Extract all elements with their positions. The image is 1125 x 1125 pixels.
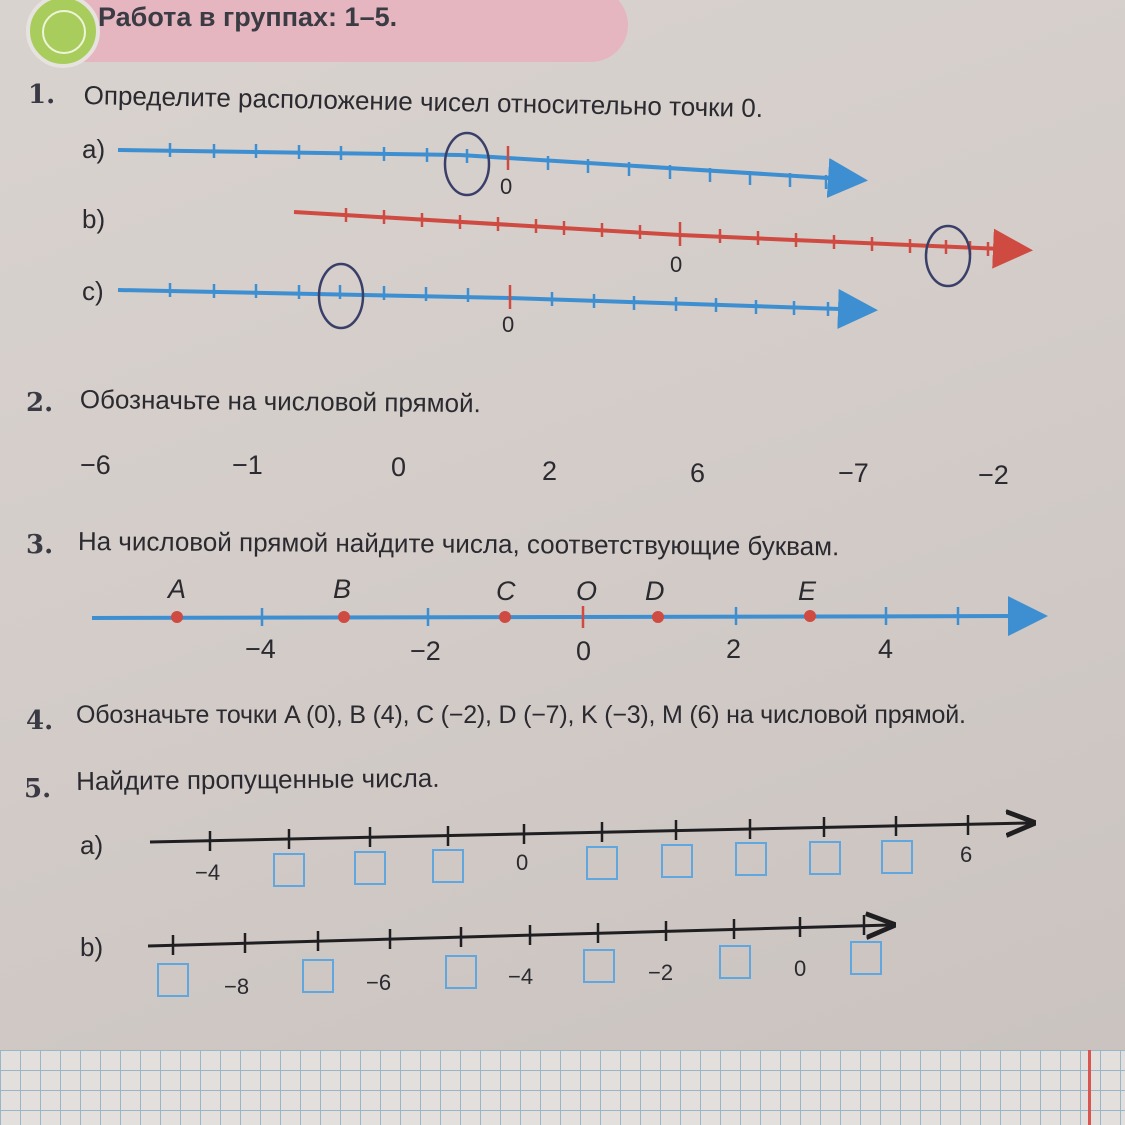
task-3-tick-label: −4 bbox=[245, 634, 276, 664]
answer-box bbox=[274, 854, 304, 886]
task-2-value: −6 bbox=[80, 450, 111, 480]
answer-box bbox=[736, 843, 766, 875]
number-line-5a bbox=[150, 815, 1030, 886]
task-5b-tick-label: 0 bbox=[794, 956, 807, 981]
task-5b-tick-label: −2 bbox=[648, 960, 674, 985]
task-3-tick-label: 4 bbox=[878, 634, 894, 664]
task-1a-zero-label: 0 bbox=[500, 174, 513, 199]
point-d-marker bbox=[652, 611, 664, 623]
answer-box bbox=[810, 842, 840, 874]
task-2-text: Обозначьте на числовой прямой. bbox=[79, 384, 481, 419]
number-line-1b bbox=[294, 208, 1025, 286]
task-2-value: −2 bbox=[978, 460, 1009, 490]
answer-box bbox=[882, 841, 912, 873]
task-5b-tick-label: −8 bbox=[224, 974, 250, 999]
task-1c-zero-label: 0 bbox=[502, 312, 515, 337]
number-line-5b bbox=[148, 915, 890, 996]
point-label-a: A bbox=[168, 574, 187, 604]
task-2-value: 2 bbox=[542, 456, 558, 486]
task-2-number: 2. bbox=[26, 388, 54, 418]
answer-box bbox=[303, 960, 333, 992]
task-1b-zero-label: 0 bbox=[670, 252, 683, 277]
task-5a-label: a) bbox=[80, 830, 104, 860]
task-1b-label: b) bbox=[82, 204, 106, 234]
task-3-text: На числовой прямой найдите числа, соответствующие буквам. bbox=[77, 526, 840, 562]
task-2-value: 0 bbox=[391, 452, 407, 482]
point-label-e: E bbox=[798, 576, 817, 606]
answer-box bbox=[587, 847, 617, 879]
point-label-c: C bbox=[496, 576, 516, 606]
point-label-o: O bbox=[576, 576, 598, 606]
task-5b-label: b) bbox=[80, 932, 104, 962]
point-label-b: B bbox=[333, 574, 352, 604]
task-5-number: 5. bbox=[24, 774, 52, 804]
task-1-number: 1. bbox=[28, 80, 56, 110]
answer-box bbox=[720, 946, 750, 978]
point-label-d: D bbox=[645, 576, 665, 606]
task-2-value: 6 bbox=[690, 458, 706, 488]
task-3-tick-label: −2 bbox=[410, 636, 441, 666]
task-4-number: 4. bbox=[26, 706, 54, 736]
task-3-number: 3. bbox=[26, 530, 54, 560]
point-b-marker bbox=[338, 611, 350, 623]
number-line-1c bbox=[118, 264, 870, 328]
number-line-1a bbox=[118, 133, 860, 195]
point-e-marker bbox=[804, 610, 816, 622]
task-2-value: −7 bbox=[838, 458, 869, 488]
number-line-task-3 bbox=[92, 606, 1040, 628]
point-a-marker bbox=[171, 611, 183, 623]
answer-box bbox=[851, 942, 881, 974]
task-5a-tick-label: 0 bbox=[516, 850, 529, 875]
task-1c-label: c) bbox=[82, 276, 104, 306]
answer-box bbox=[433, 850, 463, 882]
task-3-tick-label: 0 bbox=[576, 636, 592, 666]
task-5b-tick-label: −4 bbox=[508, 964, 534, 989]
task-2-value: −1 bbox=[232, 450, 263, 480]
answer-box bbox=[158, 964, 188, 996]
page-title: Работа в группах: 1–5. bbox=[98, 2, 398, 32]
answer-box bbox=[662, 845, 692, 877]
task-5-text: Найдите пропущенные числа. bbox=[76, 762, 440, 796]
task-1a-label: a) bbox=[82, 134, 106, 164]
task-5a-tick-label: 6 bbox=[960, 842, 973, 867]
answer-box bbox=[584, 950, 614, 982]
task-1-text: Определите расположение чисел относительно точки 0. bbox=[83, 80, 764, 124]
point-c-marker bbox=[499, 611, 511, 623]
task-3-tick-label: 2 bbox=[726, 634, 742, 664]
answer-box bbox=[355, 852, 385, 884]
task-4-text: Обозначьте точки A (0), B (4), C (−2), D (−7), K (−3), M (6) на числовой прямой. bbox=[76, 701, 966, 729]
answer-box bbox=[446, 956, 476, 988]
task-5a-tick-label: −4 bbox=[195, 860, 221, 885]
task-5b-tick-label: −6 bbox=[366, 970, 392, 995]
